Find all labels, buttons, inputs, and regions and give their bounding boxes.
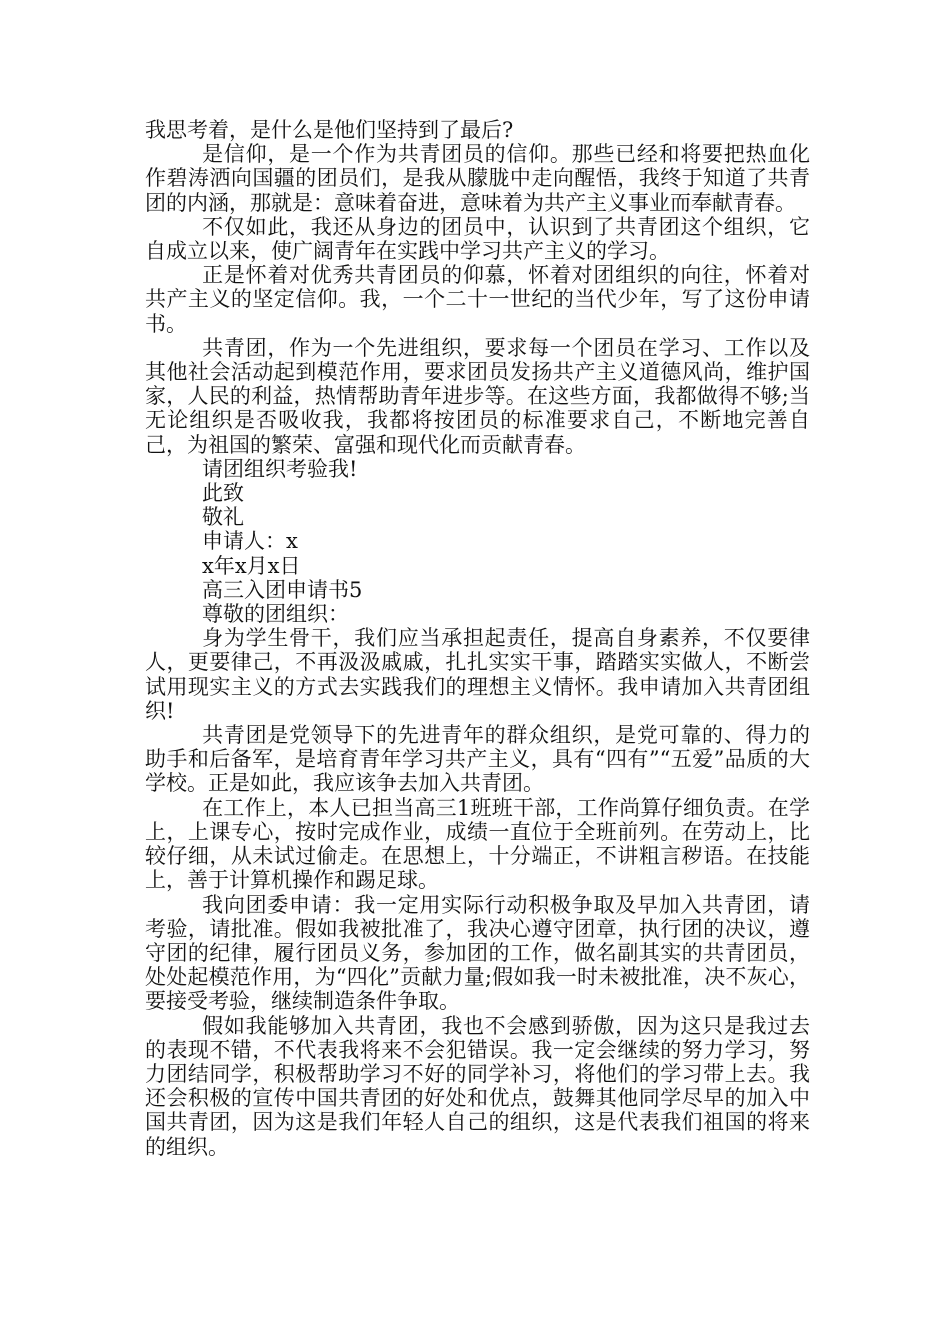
paragraph-9: 我向团委申请：我一定用实际行动积极争取及早加入共青团，请考验，请批准。假如我被批准了，我决心遵守团章，执行团的决议，遵守团的纪律，履行团员义务，参加团的工作，做名副其实的共青团员，处处起模范作用，为“四化”贡献力量;假如我一时未被批准，决不灰心，要接受考验，继续制造条件争取。 bbox=[145, 892, 810, 1014]
date-line: x年x月x日 bbox=[202, 553, 301, 578]
paragraph-2: 是信仰，是一个作为共青团员的信仰。那些已经和将要把热血化作碧涛洒向国疆的团员们，是我从朦胧中走向醒悟，我终于知道了共青团的内涵，那就是：意味着奋进，意味着为共产主义事业而奉献青春。 bbox=[145, 142, 810, 215]
salutation-cizhi: 此致 bbox=[202, 481, 244, 506]
applicant-line: 申请人：x bbox=[202, 529, 298, 554]
paragraph-7: 共青团是党领导下的先进青年的群众组织，是党可靠的、得力的助手和后备军，是培育青年学习共产主义，具有“四有”“五爱”品质的大学校。正是如此，我应该争去加入共青团。 bbox=[145, 723, 810, 796]
request-line: 请团组织考验我! bbox=[202, 456, 358, 481]
paragraph-4: 正是怀着对优秀共青团员的仰慕，怀着对团组织的向往，怀着对共产主义的坚定信仰。我，一个二十一世纪的当代少年，写了这份申请书。 bbox=[145, 263, 810, 336]
greeting-line: 尊敬的团组织： bbox=[202, 602, 349, 627]
document-body bbox=[145, 118, 810, 1159]
salutation-jingli: 敬礼 bbox=[202, 505, 244, 530]
paragraph-8: 在工作上，本人已担当高三1班班干部，工作尚算仔细负责。在学上，上课专心，按时完成作业，成绩一直位于全班前列。在劳动上，比较仔细，从未试过偷走。在思想上，十分端正，不讲粗言秽语。在技能上，善于计算机操作和踢足球。 bbox=[145, 795, 810, 893]
paragraph-6: 身为学生骨干，我们应当承担起责任，提高自身素养，不仅要律人，更要律己，不再汲汲戚戚，扎扎实实干事，踏踏实实做人，不断尝试用现实主义的方式去实践我们的理想主义情怀。我申请加入共青团组织! bbox=[145, 626, 810, 723]
paragraph-5: 共青团，作为一个先进组织，要求每一个团员在学习、工作以及其他社会活动起到模范作用，要求团员发扬共产主义道德风尚，维护国家，人民的利益，热情帮助青年进步等。在这些方面，我都做得不够;当无论组织是否吸收我，我都将按团员的标准要求自己，不断地完善自己，为祖国的繁荣、富强和现代化而贡献青春。 bbox=[145, 335, 810, 457]
section-title: 高三入团申请书5 bbox=[202, 577, 363, 602]
paragraph-3: 不仅如此，我还从身边的团员中，认识到了共青团这个组织，它自成立以来，使广阔青年在实践中学习共产主义的学习。 bbox=[145, 214, 810, 264]
paragraph-1: 我思考着，是什么是他们坚持到了最后? bbox=[145, 118, 514, 142]
paragraph-10: 假如我能够加入共青团，我也不会感到骄傲，因为这只是我过去的表现不错，不代表我将来不会犯错误。我一定会继续的努力学习，努力团结同学，积极帮助学习不好的同学补习，将他们的学习带上去。我还会积极的宣传中国共青团的好处和优点，鼓舞其他同学尽早的加入中国共青团，因为这是我们年轻人自己的组织，这是代表我们祖国的将来的组织。 bbox=[145, 1013, 810, 1159]
